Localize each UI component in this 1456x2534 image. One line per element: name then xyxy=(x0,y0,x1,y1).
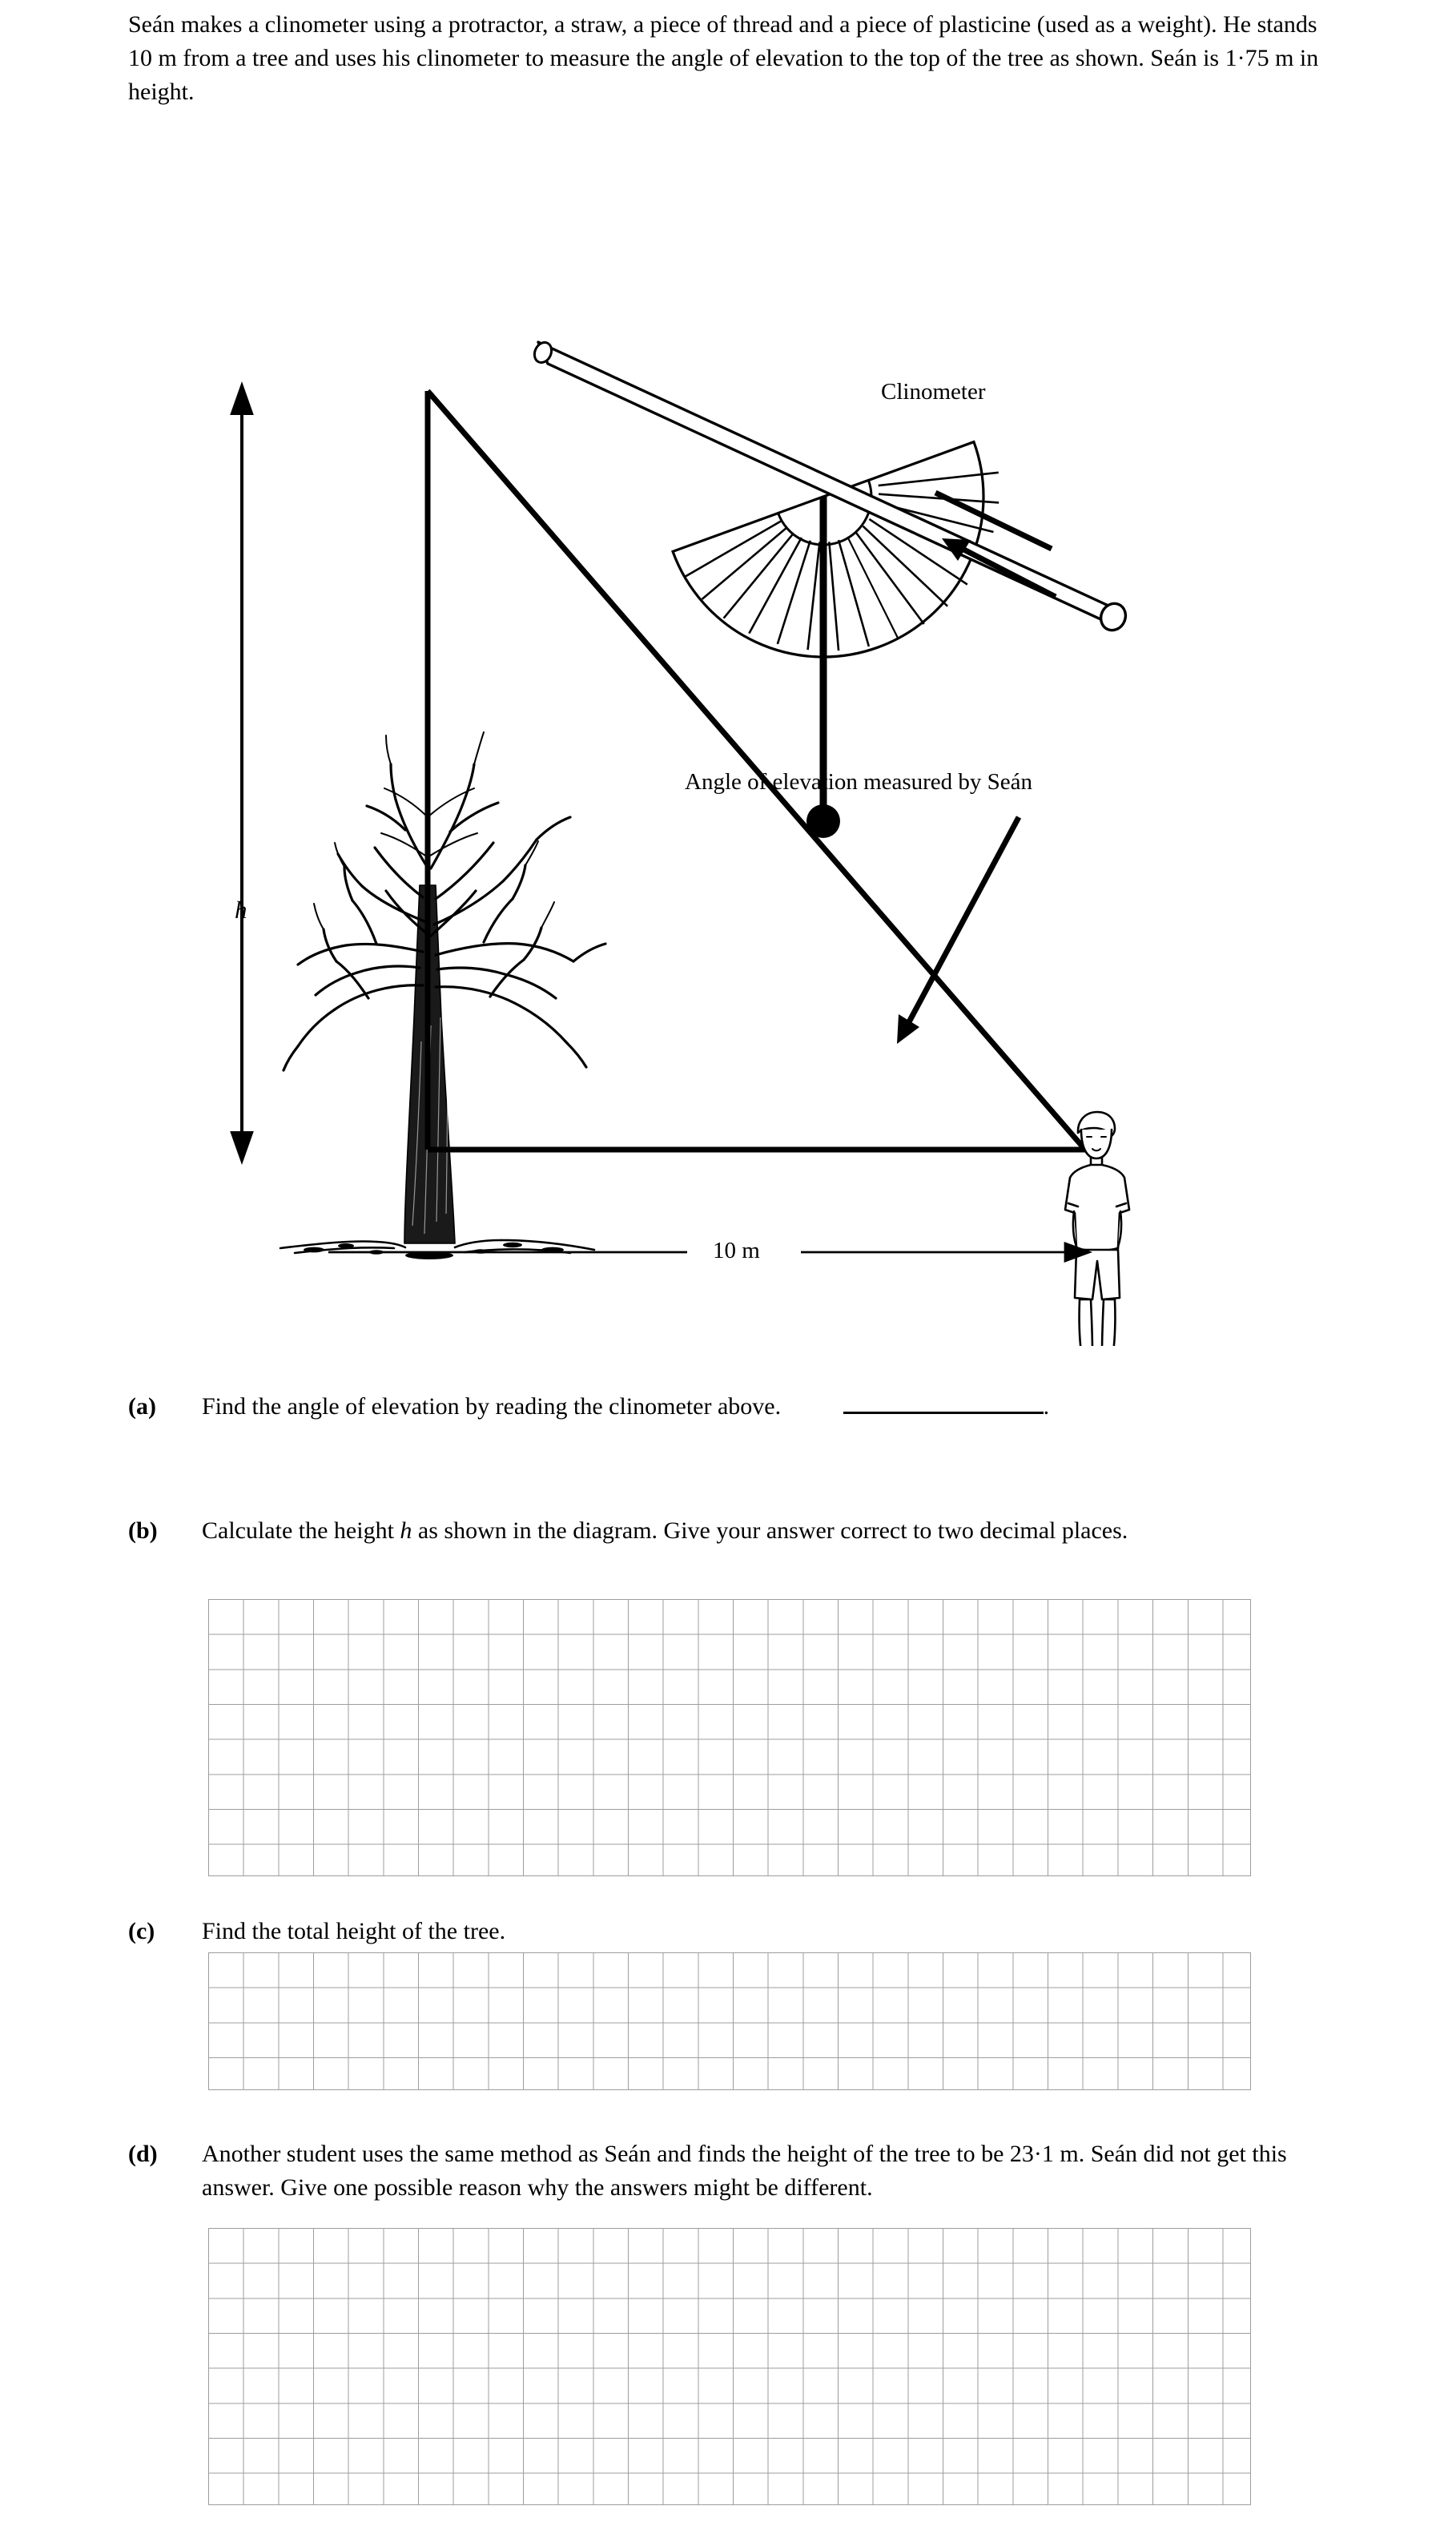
height-dimension-arrow xyxy=(232,386,251,1160)
question-intro-text: Seán makes a clinometer using a protractor, a straw, a piece of thread and a piece of plasticine (used as a weight). He stands 10 m from a tree and uses his clinometer to measure the angle of elevation to the top of the tree as shown. Seán is 1·75 m in height. xyxy=(128,11,1319,105)
part-d-letter: (d) xyxy=(128,2141,158,2167)
answer-blank-line[interactable] xyxy=(843,1392,1044,1414)
figure-clinometer-and-tree xyxy=(0,96,1456,1346)
clinometer-label: Clinometer xyxy=(881,379,986,405)
figure-svg xyxy=(0,96,1456,1346)
part-c-text: Find the total height of the tree. xyxy=(202,1918,506,1944)
tree-icon xyxy=(280,732,605,1259)
answer-grid-b[interactable] xyxy=(208,1599,1251,1876)
answer-grid-d[interactable] xyxy=(208,2228,1251,2505)
part-a-text: Find the angle of elevation by reading the clinometer above. xyxy=(202,1393,782,1420)
part-a-answer-slot[interactable] xyxy=(843,1390,1050,1424)
arrow-to-angle-of-elevation xyxy=(897,817,1019,1044)
protractor-icon xyxy=(673,437,1040,702)
part-d-text: Another student uses the same method as Seán and finds the height of the tree to be 23·1 m. Seán did not get this answer. Give one possible reason why the answers might be different. xyxy=(202,2141,1287,2201)
answer-period: . xyxy=(1043,1393,1050,1420)
part-b-variable-h: h xyxy=(400,1517,412,1544)
question-part-a xyxy=(128,1390,1329,1424)
height-variable-label: h xyxy=(235,896,247,924)
part-c-letter: (c) xyxy=(128,1918,155,1944)
angle-of-elevation-label: Angle of elevation measured by Seán xyxy=(685,769,1033,795)
part-a-letter: (a) xyxy=(128,1393,156,1420)
tree-scene xyxy=(232,386,1129,1346)
part-b-text-after: as shown in the diagram. Give your answer correct to two decimal places. xyxy=(412,1517,1128,1544)
part-a-body xyxy=(202,1390,1329,1424)
part-b-letter: (b) xyxy=(128,1517,158,1544)
question-part-b xyxy=(128,1514,1329,1548)
question-part-d xyxy=(128,2137,1329,2205)
question-part-c xyxy=(128,1915,1329,1948)
answer-grid-c[interactable] xyxy=(208,1952,1251,2090)
distance-label: 10 m xyxy=(713,1238,760,1263)
part-b-body xyxy=(202,1514,1329,1548)
part-b-text-before: Calculate the height xyxy=(202,1517,400,1544)
